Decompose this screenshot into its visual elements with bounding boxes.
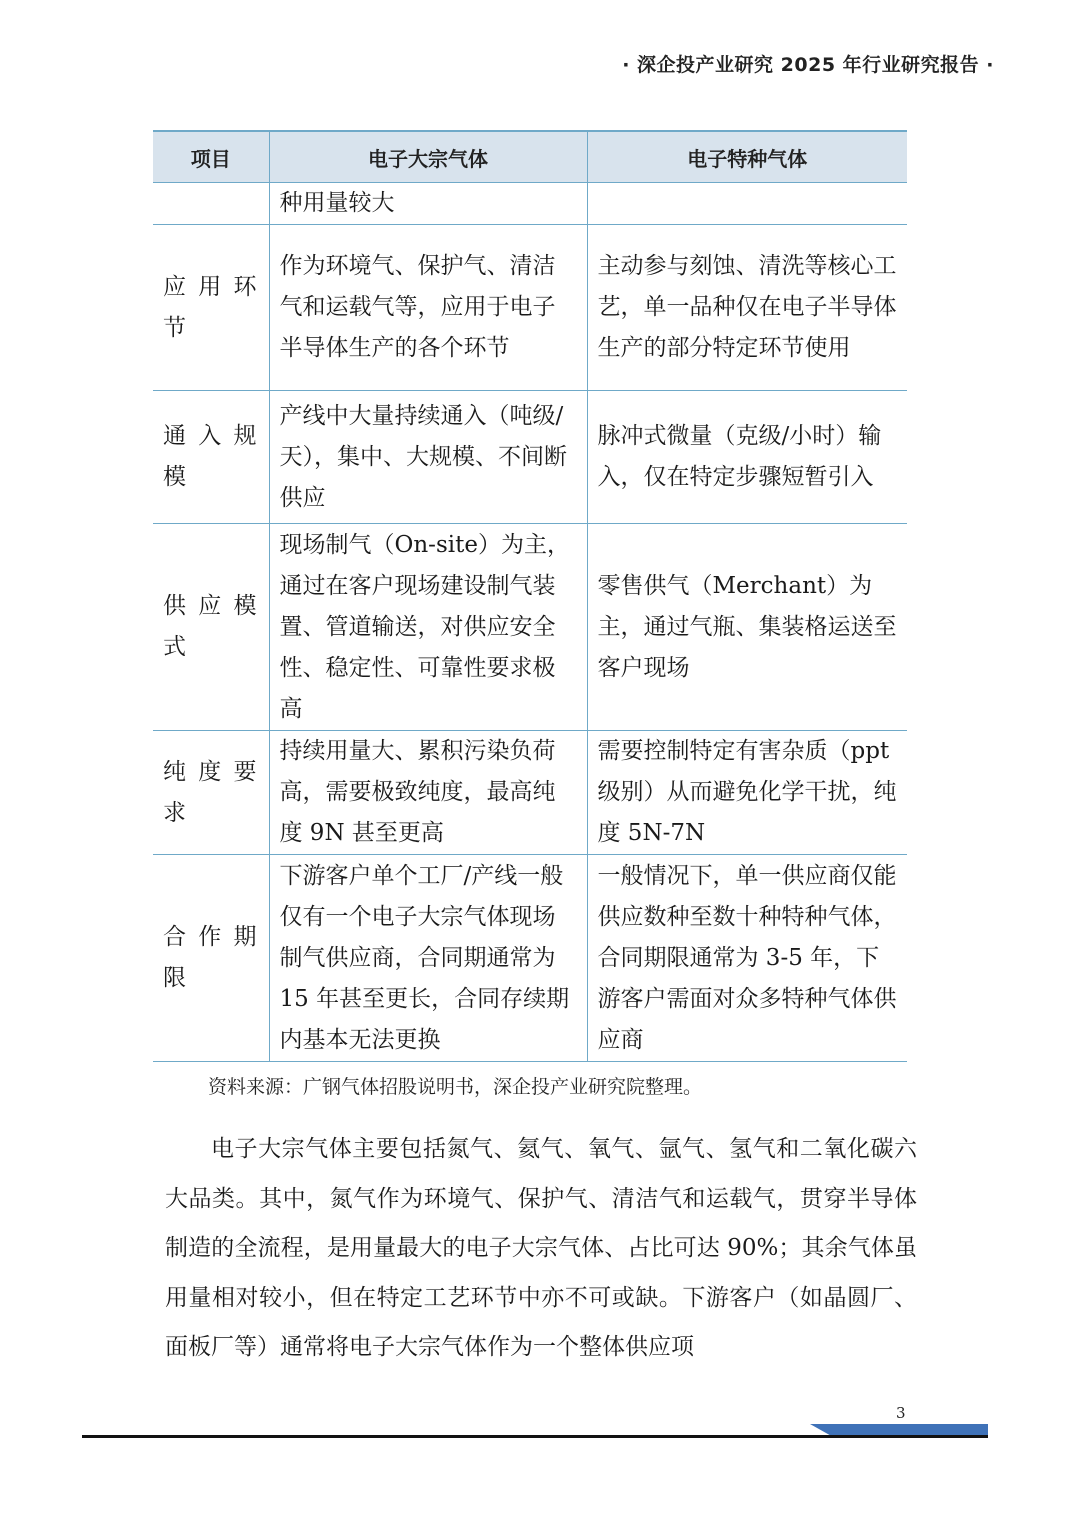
row-bulk-cell: 现场制气（On-site）为主，通过在客户现场建设制气装置、管道输送，对供应安全性、稳定性、可靠性要求极高 (269, 524, 587, 731)
row-item-label: 纯度要求 (153, 731, 269, 855)
table-header-row (153, 131, 907, 183)
header-bulk-gas: 电子大宗气体 (269, 131, 587, 183)
header-item: 项目 (153, 131, 269, 183)
table-row (153, 524, 907, 731)
footer-rule (82, 1435, 988, 1438)
row-special-cell: 一般情况下，单一供应商仅能供应数种至数十种特种气体，合同期限通常为 3-5 年，下游客户需面对众多特种气体供应商 (587, 855, 907, 1062)
body-paragraph: 电子大宗气体主要包括氮气、氦气、氧气、氩气、氢气和二氧化碳六大品类。其中，氮气作为环境气、保护气、清洁气和运载气，贯穿半导体制造的全流程，是用量最大的电子大宗气体、占比可达 90%；其余气体虽用量相对较小，但在特定工艺环节中亦不可或缺。下游客户（如晶圆厂、面板厂等）通常将电子大宗气体作为一个整体供应项 (165, 1136, 917, 1360)
row-item-label: 供应模式 (153, 524, 269, 731)
table-row (153, 731, 907, 855)
table-row (153, 391, 907, 524)
row-bulk-cell: 种用量较大 (269, 183, 587, 225)
row-special-cell: 零售供气（Merchant）为主，通过气瓶、集装格运送至客户现场 (587, 524, 907, 731)
row-bulk-cell: 持续用量大、累积污染负荷高，需要极致纯度，最高纯度 9N 甚至更高 (269, 731, 587, 855)
row-special-cell: 脉冲式微量（克级/小时）输入，仅在特定步骤短暂引入 (587, 391, 907, 524)
row-item-label (153, 183, 269, 225)
comparison-table (153, 130, 907, 1062)
row-special-cell: 主动参与刻蚀、清洗等核心工艺，单一品种仅在电子半导体生产的部分特定环节使用 (587, 225, 907, 391)
row-item-label: 应用环节 (153, 225, 269, 391)
page-number: 3 (896, 1404, 906, 1422)
table-row (153, 183, 907, 225)
row-bulk-cell: 作为环境气、保护气、清洁气和运载气等，应用于电子半导体生产的各个环节 (269, 225, 587, 391)
row-item-label: 通入规模 (153, 391, 269, 524)
table-row (153, 855, 907, 1062)
row-bulk-cell: 产线中大量持续通入（吨级/天），集中、大规模、不间断供应 (269, 391, 587, 524)
table-source-note: 资料来源：广钢气体招股说明书，深企投产业研究院整理。 (208, 1076, 703, 1098)
report-header: · 深企投产业研究 2025 年行业研究报告 · (622, 54, 994, 76)
row-special-cell (587, 183, 907, 225)
row-item-label: 合作期限 (153, 855, 269, 1062)
row-special-cell: 需要控制特定有害杂质（ppt 级别）从而避免化学干扰，纯度 5N-7N (587, 731, 907, 855)
header-special-gas: 电子特种气体 (587, 131, 907, 183)
table-row (153, 225, 907, 391)
row-bulk-cell: 下游客户单个工厂/产线一般仅有一个电子大宗气体现场制气供应商，合同期通常为 15 年甚至更长，合同存续期内基本无法更换 (269, 855, 587, 1062)
